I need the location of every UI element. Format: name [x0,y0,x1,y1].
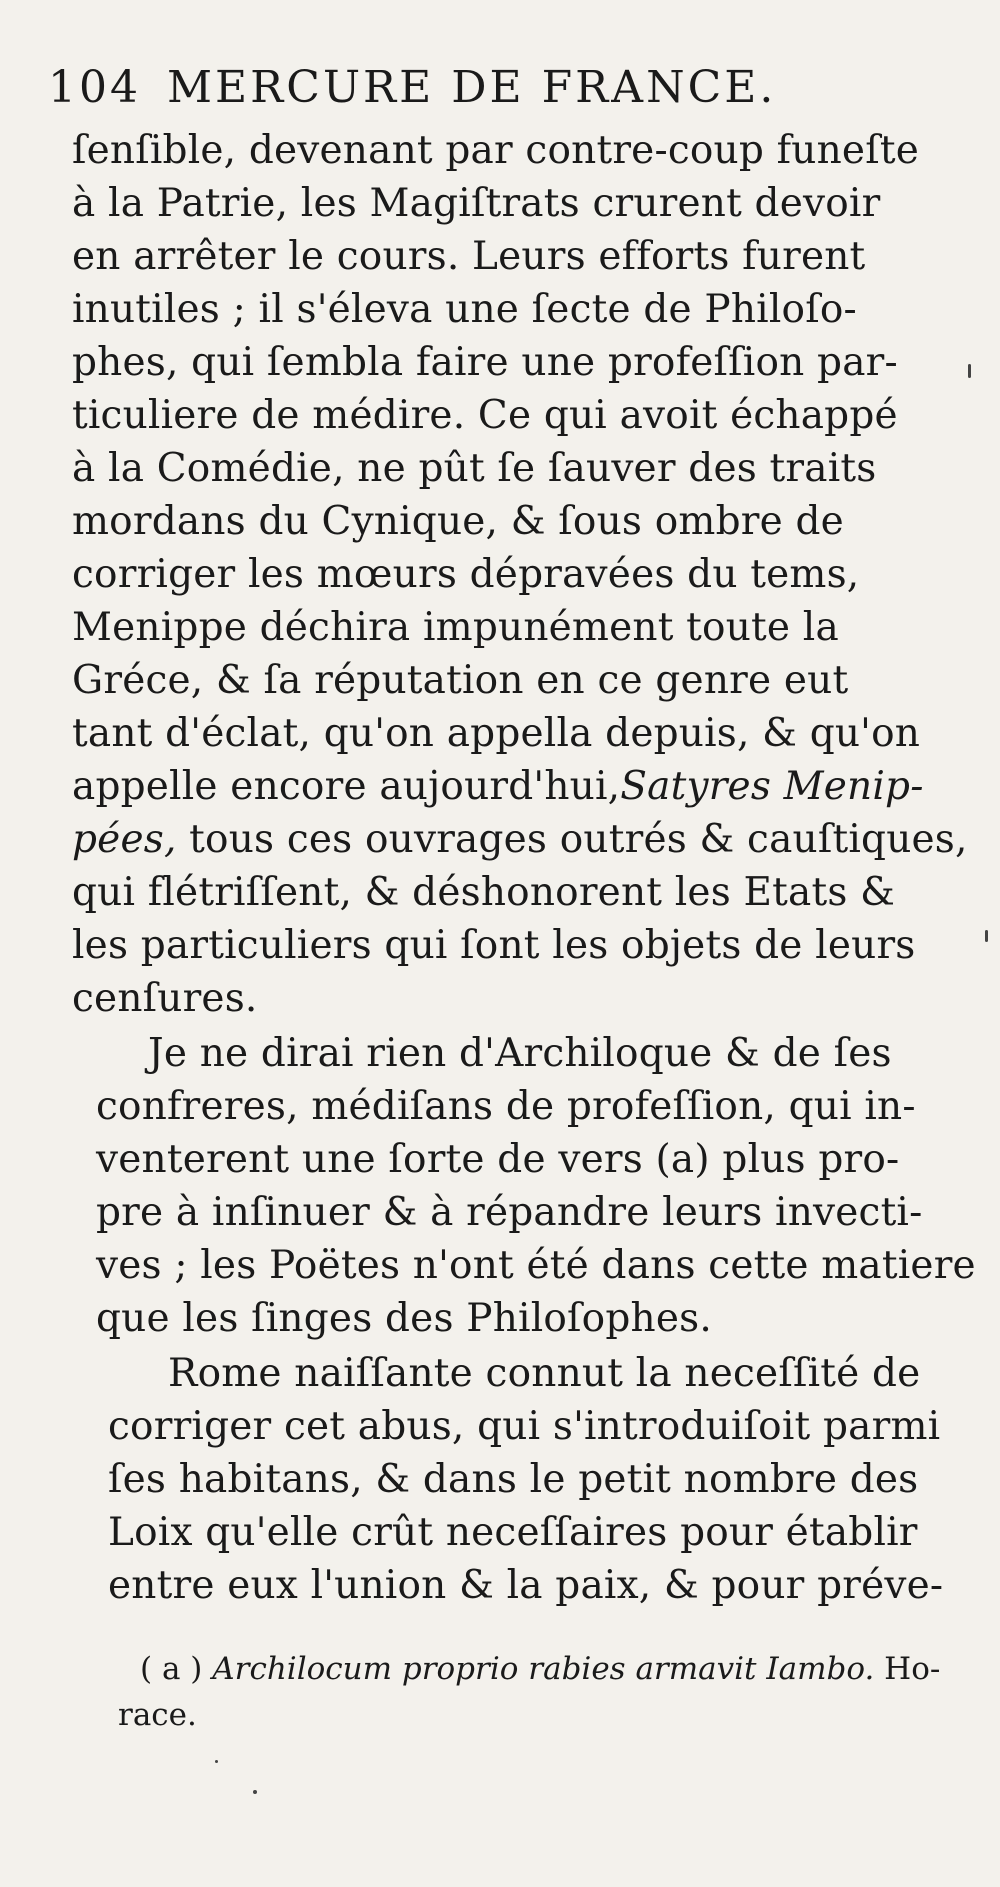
text-line: qui flétriſſent, & déshonorent les Etats & [72,870,896,915]
footnote-text: Ho- [874,1651,941,1687]
text-line: corriger les mœurs dépravées du tems, [72,552,860,597]
text-line [72,764,924,809]
text-line: pre à inſinuer & à répandre leurs invecti- [96,1190,923,1235]
print-speck [215,1760,218,1763]
text-line: inutiles ; il s'éleva une ſecte de Philoſo- [72,287,857,332]
text-line: corriger cet abus, qui s'introduiſoit parmi [108,1404,941,1449]
running-head [48,62,776,113]
footnote-continuation: race. [118,1697,197,1733]
page-number: 104 [48,62,141,113]
text-line: ves ; les Poëtes n'ont été dans cette matiere [96,1243,976,1288]
text-line: cenſures. [72,976,258,1021]
text-line: phes, qui ſembla faire une profeſſion par- [72,340,898,385]
text-line: les particuliers qui ſont les objets de leurs [72,923,916,968]
text-line: Loix qu'elle crût neceſſaires pour établir [108,1510,918,1555]
footnote-marker: ( a ) [140,1651,203,1687]
footnote-quote: Archilocum proprio rabies armavit Iambo. [212,1651,875,1687]
text-line: ticuliere de médire. Ce qui avoit échappé [72,393,898,438]
text-line: que les ſinges des Philoſophes. [96,1296,712,1341]
text-segment: tous ces ouvrages outrés & cauſtiques, [176,817,968,862]
text-line: Menippe déchira impunément toute la [72,605,839,650]
text-line [72,817,968,862]
text-line: confreres, médiſans de profeſſion, qui in- [96,1084,916,1129]
text-line: tant d'éclat, qu'on appella depuis, & qu'on [72,711,921,756]
italic-title: Satyres Menip- [620,764,924,809]
text-line: venterent une ſorte de vers (a) plus pro- [96,1137,900,1182]
text-line: Gréce, & ſa réputation en ce genre eut [72,658,849,703]
print-speck [968,364,971,378]
text-line: entre eux l'union & la paix, & pour préve- [108,1563,944,1608]
text-line: mordans du Cynique, & ſous ombre de [72,499,844,544]
footnote [140,1651,940,1687]
text-line: ſenſible, devenant par contre-coup funeſte [72,128,919,173]
print-speck [985,930,988,942]
print-speck [253,1790,257,1794]
text-line: Je ne dirai rien d'Archiloque & de ſes [148,1031,892,1076]
text-line: en arrêter le cours. Leurs efforts furent [72,234,866,279]
text-segment: appelle encore aujourd'hui, [72,764,621,809]
italic-title: pées, [72,817,177,862]
journal-title: MERCURE DE FRANCE. [166,62,777,113]
text-line: Rome naiſſante connut la neceſſité de [168,1351,921,1396]
text-line: ſes habitans, & dans le petit nombre des [108,1457,919,1502]
text-line: à la Comédie, ne pût ſe ſauver des traits [72,446,877,491]
text-line: à la Patrie, les Magiſtrats crurent devoir [72,181,881,226]
